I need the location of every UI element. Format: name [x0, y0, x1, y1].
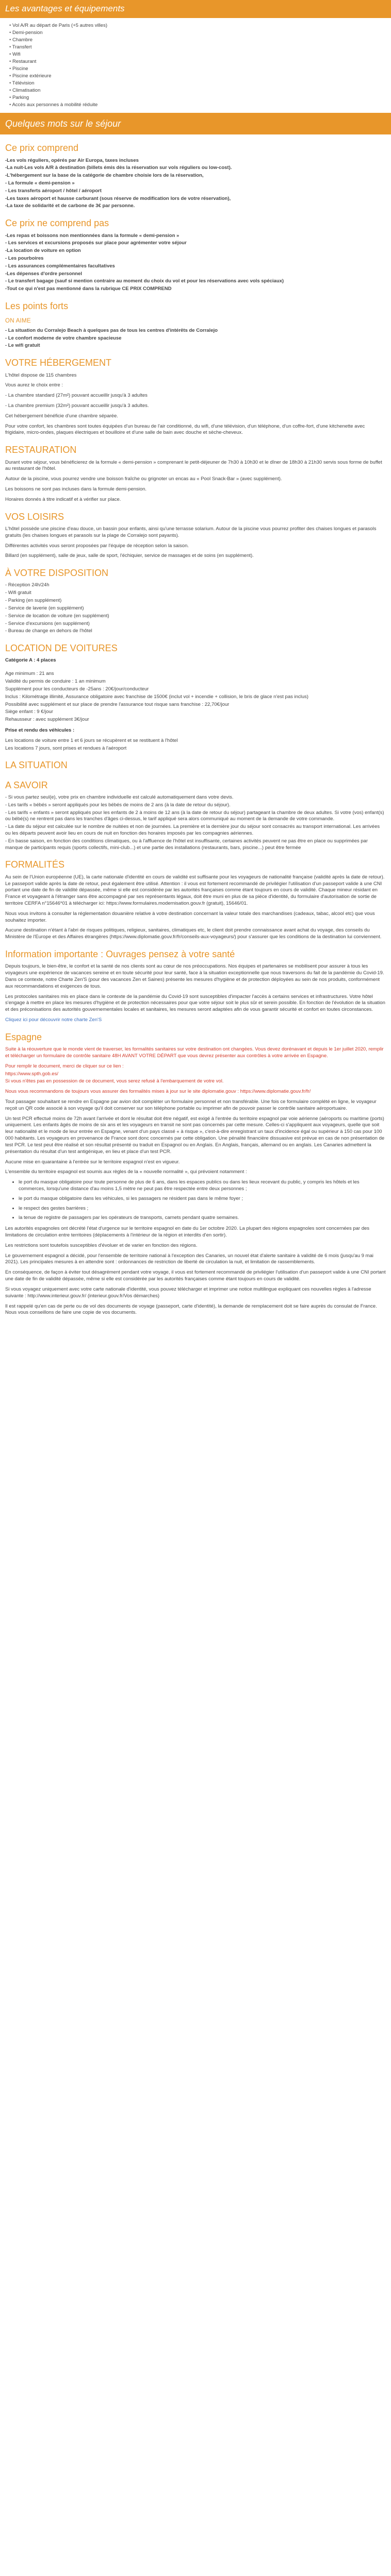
situation-line: - En basse saison, en fonction des conditions climatiques, ou à l'affluence de l'hôtel est insuffisante, certaines activités peuvent ne pas être en place ou supprimées par manque de participants requis (sports collectifs, mini-club...) et une partie des installations (restaurants, bars, piscine...) peut être fermée [5, 838, 368, 851]
lodging-paragraph: Pour votre confort, les chambres sont toutes équipées d'un bureau de l'air conditionné, du wifi, d'une télévision, d'un téléphone, d'un coffre-fort, d'une kitchenette avec frigidaire, micro-ondes, plaques électriques et bouilloire et d'une salle de bain avec douche et sèche-cheveux. [5, 423, 365, 436]
amenity-item: • Wifi [9, 51, 386, 58]
includes-line: -L'hébergement sur la base de la catégorie de chambre choisie lors de la réservation, [5, 173, 204, 179]
stay-section [0, 142, 391, 1316]
formalities-paragraph: Au sein de l'Union européenne (UE), la carte nationale d'identité en cours de validité est suffisante pour les voyageurs de nationalité française (validité après la date de retour). Le passeport valide après la date de retour, peut également être utilisé. Attention : il vous est fortement recommandé de privilégier l'utilisation d'un passeport valide à une CNI portant une date de fin de validité dépassée, même si elle est considérée par les autorités françaises comme étant toujours en cours de validité. Chaque mineur résidant en France et voyageant à l'étranger sans être accompagné par ses représentants légaux, doit être muni en plus de sa pièce d'identité, du formulaire d'autorisation de sortie de territoire CERFA n°15646*01 à télécharger ici: https://www.formulaires.modernisation.gouv.fr (gratuit), 15646/01. [5, 874, 385, 907]
formalities-paragraph: Aucune destination n'étant à l'abri de risques politiques, religieux, sanitaires, climatiques etc, le client doit prendre connaissance avant achat du voyage, des conseils du Ministère de l'Europe et des Affaires étrangères (https://www.diplomatie.gouv.fr/fr/conseils-aux-voyageurs/) pour s'assurer que les conditions de la destination lui conviennent. [5, 927, 382, 940]
health-heading: Information importante : Ouvrages pensez à votre santé [5, 949, 235, 960]
spain-alert-line: Nous vous recommandons de toujours vous assurer des formalités mises à jour sur le site diplomatie.gouv : https://www.diplomatie.gouv.fr/fr/ [5, 1089, 311, 1095]
excludes-line: -Les dépenses d'ordre personnel [5, 270, 83, 277]
spain-alert-line: Si vous n'êtes pas en possession de ce document, vous serez refusé à l'embarquement de votre vol. [5, 1078, 224, 1084]
lodging-paragraph: - La chambre standard (27m²) pouvant accueillir jusqu'à 3 adultes [5, 393, 148, 399]
amenity-item: • Télévision [9, 80, 386, 87]
excludes-line: - Les pourboires [5, 255, 44, 261]
leisure-paragraph: Billard (en supplément), salle de jeux, salle de sport, l'échiquier, service de massages et de soins (en supplément). [5, 553, 254, 559]
leisure-paragraph: L'hôtel possède une piscine d'eau douce, un bassin pour enfants, ainsi qu'une terrasse solarium. Autour de la piscine vous pourrez profiter des chaises longues et parasols gratuits (les chaises longues et parasols sur la plage de Corralejo sont payants). [5, 526, 377, 538]
excludes-line: - Le transfert bagage (sauf si mention contraire au moment du choix du vol et pour les réservations avec vols spéciaux) [5, 278, 284, 284]
cars-line: Siège enfant : 9 €/jour [5, 709, 53, 715]
situation-heading: LA SITUATION [5, 760, 68, 771]
service-line: - Service de location de voiture (en supplément) [5, 613, 109, 619]
excludes-line: - Les assurances complémentaires facultatives [5, 263, 115, 269]
includes-line: - Les transferts aéroport / hôtel / aéroport [5, 188, 102, 194]
cars-line: Validité du permis de conduire : 1 an minimum [5, 679, 106, 685]
charter-link[interactable]: Cliquez ici pour découvrir notre charte Zen'S [5, 1017, 102, 1023]
leisure-heading: VOS LOISIRS [5, 511, 64, 522]
spain-paragraph: Il est rappelé qu'en cas de perte ou de vol des documents de voyage (passeport, carte d'identité), la demande de remplacement doit se faire auprès du consulat de France. Nous vous conseillons de faire une copie de vos documents. [5, 1303, 377, 1316]
amenity-item: • Restaurant [9, 58, 386, 65]
strong-point: - Le confort moderne de votre chambre spacieuse [5, 335, 122, 341]
lodging-paragraph: Vous aurez le choix entre : [5, 382, 63, 388]
lodging-paragraph: Cet hébergement bénéficie d'une chambre séparée. [5, 413, 118, 419]
lodging-paragraph: L'hôtel dispose de 115 chambres [5, 372, 77, 378]
includes-line: -La nuit-Les vols A/R à destination (billets émis dès la réservation sur vols réguliers ou low-cost). [5, 165, 232, 171]
lodging-paragraph: - La chambre premium (32m²) pouvant accueillir jusqu'à 3 adultes. [5, 403, 149, 409]
includes-line: -Les vols réguliers, opérés par Air Europa, taxes incluses [5, 157, 139, 163]
situation-line: - La date du séjour est calculée sur le nombre de nuitées et non de journées. La première et la dernière jour du séjour sont consacrés au transport international. Les arrivées ou les départs peuvent avoir lieu en cours de nuit en fonction des horaires imposés par les compagnies aériennes. [5, 824, 380, 837]
excludes-line: -Tout ce qui n'est pas mentionné dans la rubrique CE PRIX COMPREND [5, 286, 172, 292]
rule-item: • la tenue de registre de passagers par les opérateurs de transports, carnets pendant quatre semaines. [19, 1215, 386, 1222]
amenity-item: • Demi-pension [9, 29, 386, 37]
lodging-heading: VOTRE HÉBERGEMENT [5, 358, 112, 368]
spain-alert: Suite à la réouverture que le monde vient de traverser, les formalités sanitaires sur votre destination ont changées. Vous devez dorénavant et depuis le 1er juillet 2020, remplir et télécharger un formulaire de contrôle sanitaire 48H AVANT VOTRE DÉPART que vous devrez présenter aux contrôles à votre arrivée en Espagne. [5, 1046, 384, 1059]
situation-line: - Si vous partez seul(e), votre prix en chambre individuelle est calculé automatiquement dans votre devis. [5, 794, 234, 800]
cars-line: Les locations 7 jours, sont prises et rendues à l'aéroport [5, 745, 127, 751]
spain-paragraph: Aucune mise en quarantaine à l'entrée sur le territoire espagnol n'est en vigueur. [5, 1159, 180, 1165]
spain-paragraph: En conséquence, de façon à éviter tout désagrément pendant votre voyage, il vous est fortement recommandé de privilégier l'utilisation d'un passeport valide à une CNI portant une date de fin de validité dépassée, même si elle est considérée par les autorités françaises comme étant toujours en cours de validité. [5, 1269, 386, 1282]
restaurant-paragraph: Horaires donnés à titre indicatif et à vérifier sur place. [5, 496, 121, 502]
amenity-item: • Piscine extérieure [9, 73, 386, 80]
spain-paragraph: Les restrictions sont toutefois susceptibles d'évoluer et de varier en fonction des régions. [5, 1242, 198, 1248]
cars-line: Supplément pour les conducteurs de -25ans : 20€/jour/conducteur [5, 686, 149, 692]
strong-point: - Le wifi gratuit [5, 343, 40, 349]
spain-paragraph: Tout passager souhaitant se rendre en Espagne par avion doit compléter un formulaire personnel et non transférable. Une fois ce formulaire complété en ligne, le voyageur reçoit un QR code associé à son voyage qu'il doit conserver sur son téléphone portable ou imprimer afin de pouvoir passer le contrôle sanitaire aéroportuaire. [5, 1099, 377, 1111]
restaurant-paragraph: Les boissons ne sont pas incluses dans la formule demi-pension. [5, 486, 147, 492]
excludes-line: -La location de voiture en option [5, 248, 81, 254]
cars-heading: LOCATION DE VOITURES [5, 643, 118, 654]
service-line: - Réception 24h/24h [5, 582, 50, 588]
amenity-item: • Climatisation [9, 87, 386, 94]
spain-paragraph: Si vous voyagez uniquement avec votre carte nationale d'identité, vous pouvez télécharger et imprimer une notice multilingue expliquant ces nouvelles règles à l'adresse suivante : http://www.interieur.gouv.fr/ (interieur.gouv.fr/Vos démarches) [5, 1286, 371, 1299]
amenities-section [0, 22, 391, 109]
spain-heading: Espagne [5, 1031, 42, 1042]
amenity-item: • Accès aux personnes à mobilité réduite [9, 101, 386, 109]
cars-line: Les locations de voiture entre 1 et 6 jours se récupèrent et se restituent à l'hôtel [5, 737, 178, 743]
amenities-band: Les avantages et équipements [0, 0, 391, 18]
on-aime-heading: ON AIME [5, 318, 31, 325]
rule-item: • le port du masque obligatoire pour toute personne de plus de 6 ans, dans les espaces publics ou dans les lieux recevant du public, y compris les hôtels et les commerces, lorsqu'une distance d'au moins 1,5 mètre ne peut pas être respectée entre deux personnes ; [19, 1179, 386, 1193]
formalities-heading: FORMALITÉS [5, 859, 65, 870]
restaurant-heading: RESTAURATION [5, 445, 77, 455]
spain-paragraph: L'ensemble du territoire espagnol est soumis aux règles de la « nouvelle normalité », qui prévoient notamment : [5, 1169, 247, 1175]
includes-line: -La taxe de solidarité et de carbone de 3€ par personne. [5, 203, 135, 209]
spain-paragraph: Les autorités espagnoles ont décrété l'état d'urgence sur le territoire espagnol en date du 1er octobre 2020. La plupart des régions espagnoles sont concernées par des limitations de circulation entre territoires (déplacements à l'intérieur de la région et interdits d'en sortir). [5, 1226, 370, 1239]
amenities-list [5, 22, 386, 109]
strong-point: - La situation du Corralejo Beach à quelques pas de tous les centres d'intérêts de Corralejo [5, 327, 218, 333]
amenity-item: • Vol A/R au départ de Paris (+5 autres villes) [9, 22, 386, 29]
spain-form-link[interactable]: https://www.spth.gob.es/ [5, 1071, 58, 1077]
excludes-line: - Les services et excursions proposés sur place pour agrémenter votre séjour [5, 240, 187, 246]
formalities-paragraph: Nous vous invitons à consulter la réglementation douanière relative à votre destination concernant la valeur totale des marchandises (cadeaux, tabac, alcool etc) que vous souhaitez importer. [5, 910, 375, 923]
spain-paragraph: Le gouvernement espagnol a décidé, pour l'ensemble de territoire national à l'exception des Canaries, un nouvel état d'alerte sanitaire à validité de 6 mois (jusqu'au 9 mai 2021). Les principales mesures à en attendre sont : ordonnances de restriction de liberté de circulation la nuit, et limitation de rassemblements. [5, 1252, 373, 1265]
stay-band: Quelques mots sur le séjour [0, 113, 391, 134]
service-line: - Parking (en supplément) [5, 598, 62, 604]
strong-points-heading: Les points forts [5, 301, 69, 312]
includes-line: -Les taxes aéroport et hausse carburant (sous réserve de modification lors de votre réservation), [5, 195, 231, 201]
situation-line: - Les tarifs « bébés » seront appliqués pour les bébés de moins de 2 ans (à la date de retour du séjour). [5, 802, 231, 808]
spain-alert-line: Pour remplir le document, merci de cliquer sur ce lien : [5, 1063, 124, 1069]
health-paragraph: Les protocoles sanitaires mis en place dans le contexte de la pandémie du Covid-19 sont susceptibles d'impacter l'accès à certains services et infrastructures. Votre hôtel s'engage à mettre en place les mesures d'hygiène et de protection nécessaires pour que votre séjour soit le plus sûr et serein possible. En fonction de l'évolution de la situation et des préconisations des autorités gouvernementales locales et sanitaires, les mesures seront adaptées afin de vous garantir sécurité et confort en toutes circonstances. [5, 993, 385, 1013]
cars-line: Inclus : Kilométrage illimité, Assurance obligatoire avec franchise de 1500€ (inclut vol + incendie + collision, le bris de glace n'est pas inclus) [5, 693, 308, 700]
rule-item: • le port du masque obligatoire dans les véhicules, si les passagers ne résident pas dans le même foyer ; [19, 1196, 386, 1202]
health-paragraph: Depuis toujours, le bien-être, le confort et la santé de nos clients sont au cœur de nos préoccupations. Nos équipes et partenaires se mobilisent pour assurer à tous les voyageurs une expérience de vacances sereine et en toute sécurité pour leur santé, face à la situation exceptionnelle que nous traversons du fait de la pandémie du Covid-19. Dans ce contexte, notre Charte Zen'S (pour des vacances Zen et Saines) présente les mesures d'hygiène et de protection déployées au sein de nos produits, conformément aux recommandations et exigences de tous. [5, 963, 384, 989]
restaurant-paragraph: Durant votre séjour, vous bénéficierez de la formule « demi-pension » comprenant le petit-déjeuner de 7h30 à 10h30 et le dîner de 18h30 à 21h30 servis sous forme de buffet au restaurant de l'hôtel. [5, 459, 382, 472]
includes-heading: Ce prix comprend [5, 143, 79, 154]
cars-line: Rehausseur : avec supplément 3€/jour [5, 717, 89, 723]
includes-line: - La formule « demi-pension » [5, 180, 75, 186]
cars-line: Age minimum : 21 ans [5, 671, 54, 677]
amenity-item: • Piscine [9, 65, 386, 73]
service-line: - Service d'excursions (en supplément) [5, 620, 90, 626]
excludes-line: -Les repas et boissons non mentionnées dans la formule « demi-pension » [5, 232, 180, 239]
cars-category: Catégorie A : 4 places [5, 657, 56, 664]
amenity-item: • Parking [9, 94, 386, 101]
cars-line: Possibilité avec supplément et sur place de prendre l'assurance tout risque sans franchise : 22,70€/jour [5, 701, 230, 707]
rules-list [5, 1179, 386, 1222]
services-heading: À VOTRE DISPOSITION [5, 568, 109, 579]
leisure-paragraph: Différentes activités vous seront proposées par l'équipe de réception selon la saison. [5, 543, 189, 549]
service-line: - Bureau de change en dehors de l'hôtel [5, 628, 92, 634]
amenity-item: • Transfert [9, 44, 386, 51]
amenity-item: • Chambre [9, 37, 386, 44]
service-line: - Service de laverie (en supplément) [5, 605, 84, 611]
excludes-heading: Ce prix ne comprend pas [5, 218, 109, 229]
service-line: - Wifi gratuit [5, 590, 31, 596]
restaurant-paragraph: Autour de la piscine, vous pourrez vendre une boisson fraîche ou grignoter un encas au « Pool Snack-Bar » (avec supplément). [5, 476, 282, 482]
cars-pickup-title: Prise et rendu des véhicules : [5, 727, 75, 733]
situation-line: - Les tarifs « enfants » seront appliqués pour les enfants de 2 à moins de 12 ans (à la date de retour du séjour) partageant la chambre de deux adultes. Si votre (vos) enfant(s) ou bébé(s) ne rentrent pas dans les tranches d'âges ci-dessus, le tarif appliqué sera alors communiqué au moment de la demande de votre commande. [5, 809, 384, 822]
rule-item: • le respect des gestes barrières ; [19, 1206, 386, 1212]
spain-paragraph: Un test PCR effectué moins de 72h avant l'arrivée et dont le résultat doit être négatif, est exigé à l'entrée du territoire espagnol par voie aérienne (aéroports ou maritime (ports) uniquement. Les enfants âgés de moins de six ans et les voyageurs en transit ne sont pas concernés par cette mesure. Celles-ci s'appliquent aux voyageurs, quelle que soit leur nationalité et le mode de leur entrée en Espagne, venant d'un pays classé « à risque », c'est-à-dire enregistrant un taux d'incidence égal ou supérieur à 150 cas pour 100 000 habitants. Les voyageurs en provenance de France sont donc concernés par cette obligation. Une pénalité financière dissuasive est prévue en cas de non présentation de test PCR. Le test peut être réalisé et son résultat présenté ou traduit en Espagnol ou en Anglais. En Anglais, français, allemand ou en anglais. Les Canaries admettent la présentation du résultat d'un test antigénique, en lieu et place d'un test PCR. [5, 1115, 385, 1155]
a-savoir-heading: A SAVOIR [5, 779, 48, 790]
